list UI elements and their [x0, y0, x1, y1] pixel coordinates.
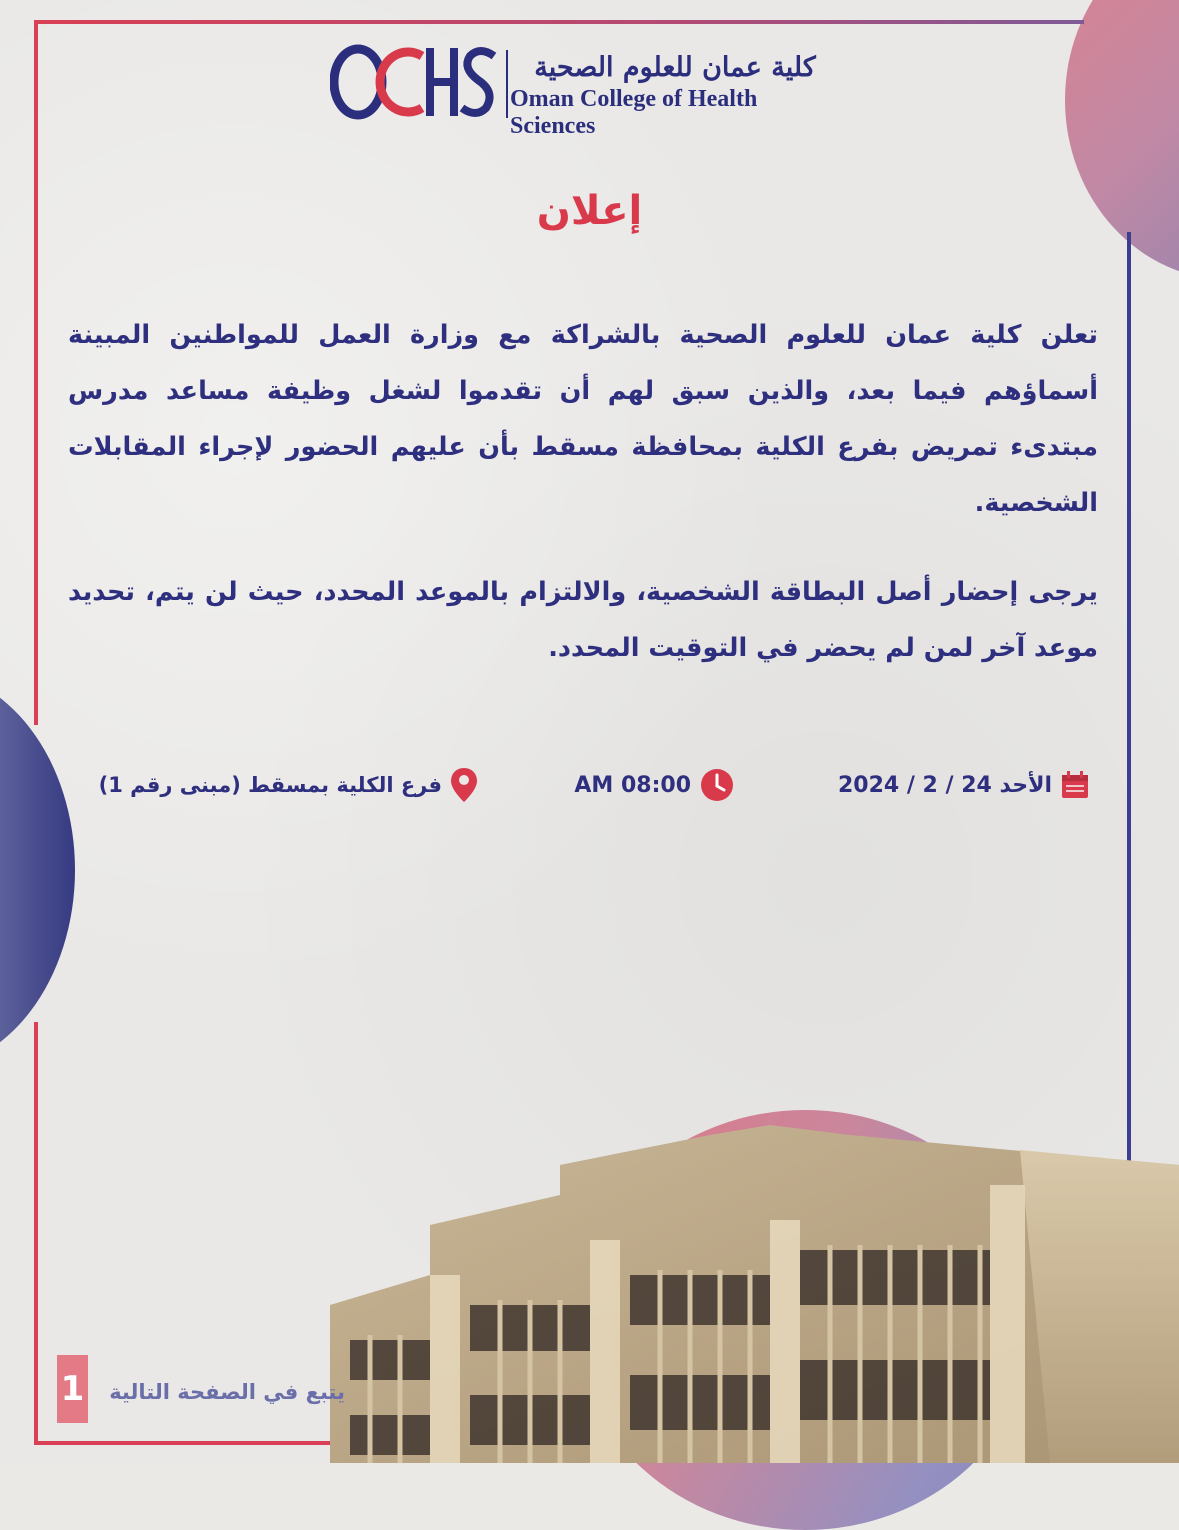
ochs-logo-mark — [330, 42, 500, 122]
frame-line-left-upper — [34, 20, 38, 725]
page-number-badge: 1 — [57, 1355, 88, 1423]
clock-icon — [699, 767, 735, 803]
continued-next-page-text: يتبع في الصفحة التالية — [109, 1380, 345, 1404]
location-pin-icon — [450, 767, 478, 803]
interview-time: AM 08:00 — [574, 772, 691, 798]
instructions-paragraph: يرجى إحضار أصل البطاقة الشخصية، والالتزام بالموعد المحدد، حيث لن يتم، تحديد موعد آخر لمن لم يحضر في التوقيت المحدد. — [68, 577, 1098, 663]
calendar-icon — [1060, 770, 1090, 800]
date-info — [830, 762, 1090, 808]
college-building-illustration — [330, 1125, 1179, 1463]
logo-arabic-name: كلية عمان للعلوم الصحية — [534, 52, 816, 83]
announcement-paragraph: تعلن كلية عمان للعلوم الصحية بالشراكة مع وزارة العمل للمواطنين المبينة أسماؤهم فيما بعد، والذين سبق لهم أن تقدموا لشغل وظيفة مساعد مدرس مبتدىء تمريض بفرع الكلية بمحافظة مسقط بأن عليهم الحضور لإجراء المقابلات الشخصية. — [68, 320, 1098, 518]
announcement-title: إعلان — [536, 188, 643, 234]
logo-english-name: Oman College of Health Sciences — [510, 86, 758, 139]
location-info — [78, 762, 478, 808]
logo-divider — [506, 50, 508, 118]
frame-line-left-lower — [34, 1022, 38, 1445]
interview-location: فرع الكلية بمسقط (مبنى رقم 1) — [98, 773, 442, 797]
interview-date: الأحد 24 / 2 / 2024 — [837, 772, 1052, 798]
frame-line-top — [34, 20, 1084, 24]
college-logo — [330, 42, 850, 139]
time-info — [570, 762, 735, 808]
